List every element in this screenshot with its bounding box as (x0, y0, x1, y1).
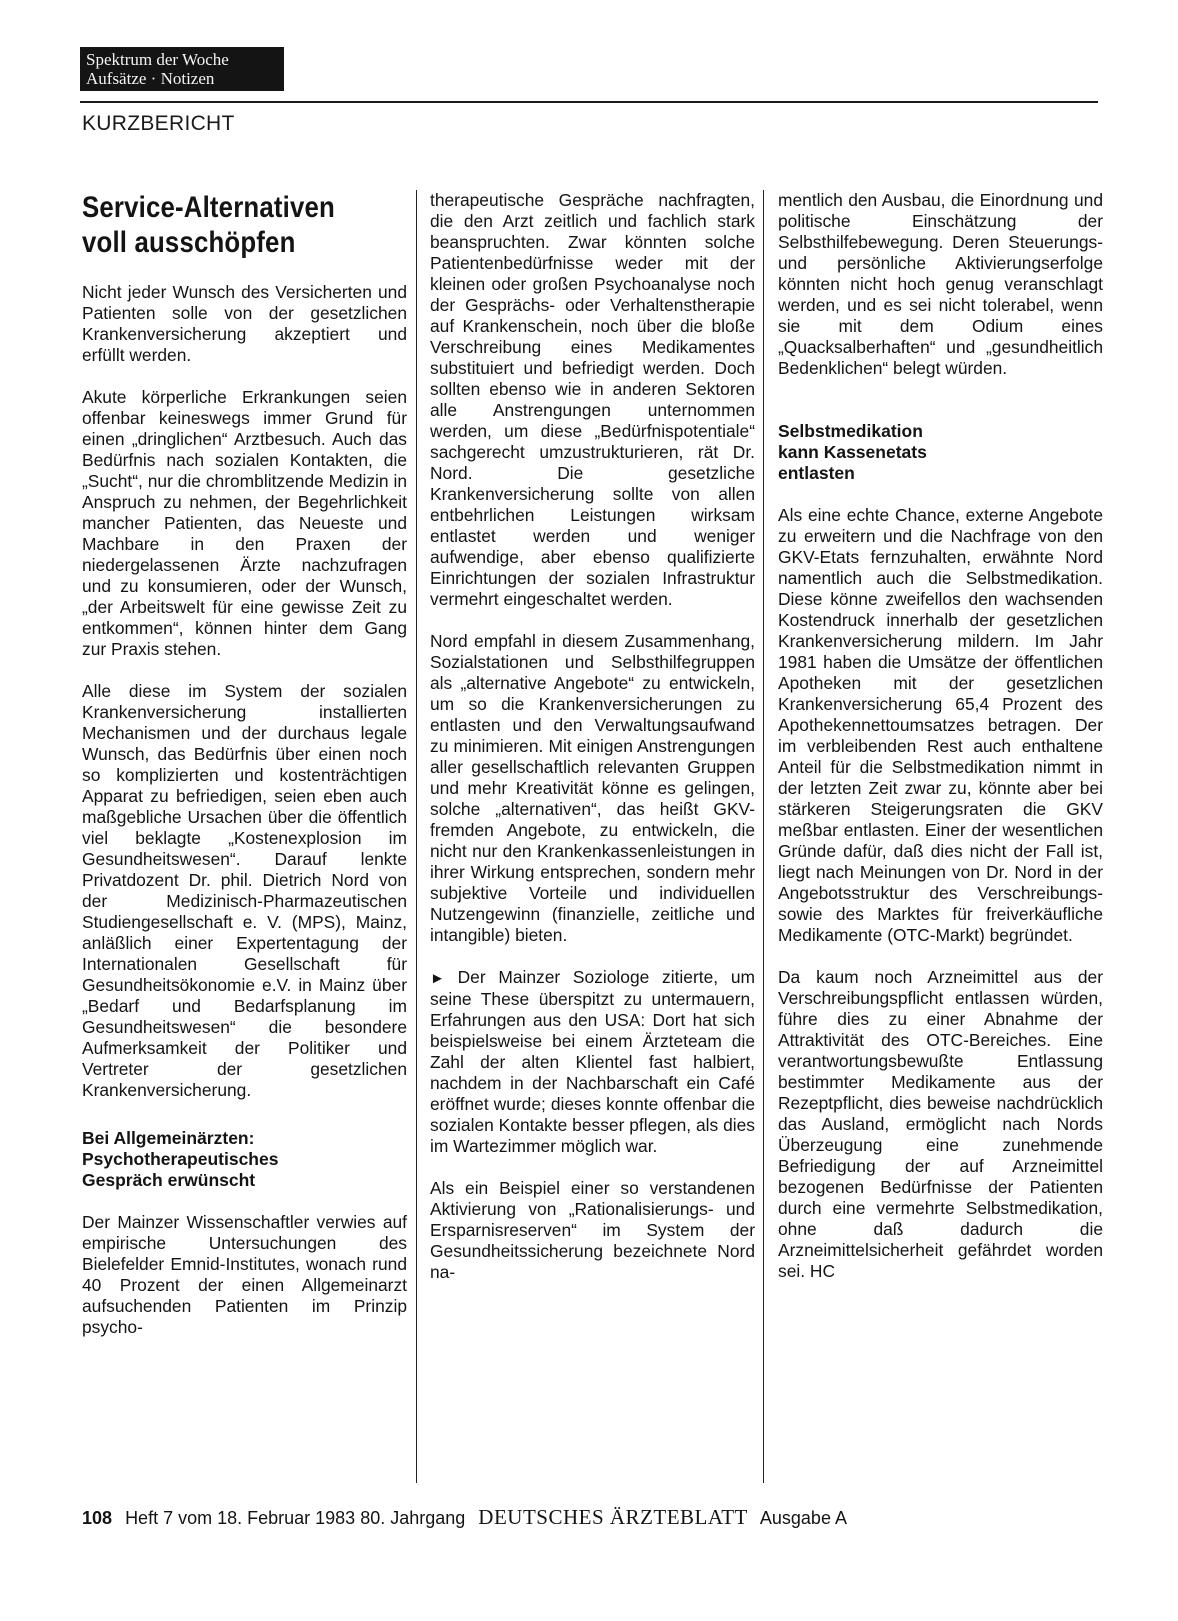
article-column-3 (778, 190, 1103, 1303)
headline-line-1: Service-Alternativen (82, 191, 335, 224)
subheading-line: entlasten (778, 463, 855, 483)
subheading-line: kann Kassenetats (778, 442, 927, 462)
masthead-line-2: Aufsätze · Notizen (86, 69, 215, 88)
paragraph: Nicht jeder Wunsch des Versicherten und Patienten solle von der gesetzlichen Krankenversicherung akzeptiert und erfüllt werden. (82, 282, 407, 365)
subheading-line: Gespräch erwünscht (82, 1170, 256, 1190)
column-divider-2 (763, 190, 764, 1483)
paragraph-text: Der Mainzer Soziologe zitierte, um seine These überspitzt zu untermauern, Erfahrungen aus den USA: Dort hat sich beispielsweise bei einem Ärzteteam die Zahl der alten Klientel fast halbiert, nachdem in der Nachbarschaft ein Café eröffnet wurde; dieses konnte offenbar die sozialen Kontakte besser pflegen, als dies im Wartezimmer möglich war. (430, 967, 755, 1156)
paragraph: Akute körperliche Erkrankungen seien offenbar keineswegs immer Grund für einen „dringlichen“ Arztbesuch. Auch das Bedürfnis nach sozialen Kontakten, die „Sucht“, nur die chromblitzende Medizin in Anspruch zu nehmen, der Begehrlichkeit mancher Patienten, das Neueste und Machbare in den Praxen der niedergelassenen Ärzte nachzufragen und zu konsumieren, oder der Wunsch, „der Arbeitswelt für eine gewisse Zeit zu entkommen“, können hinter dem Gang zur Praxis stehen. (82, 387, 407, 659)
paragraph: Da kaum noch Arzneimittel aus der Verschreibungspflicht entlassen würden, führe dies zu einer Abnahme der Attraktivität des OTC-Bereiches. Eine verantwortungsbewußte Entlassung bestimmter Medikamente aus der Rezeptpflicht, dies beweise nachdrücklich das Ausland, ermöglicht nach Nords Überzeugung eine zunehmende Befriedigung der auf Arzneimittel bezogenen Bedürfnisse der Patienten durch eine vermehrte Selbstmedikation, ohne daß dadurch die Arzneimittelsicherheit gefährdet worden sei. HC (778, 967, 1103, 1281)
article-headline (82, 190, 409, 260)
edition-label: Ausgabe A (759, 1508, 847, 1528)
page-number: 108 (82, 1508, 113, 1528)
paragraph: therapeutische Gespräche nachfragten, die den Arzt zeitlich und fachlich stark beanspruchten. Zwar könnten solche Patientenbedürfnisse weder mit der kleinen oder großen Psychoanalyse noch der Gesprächs- oder Verhaltenstherapie auf Krankenschein, noch über die bloße Verschreibung eines Medikamentes substituiert und befriedigt werden. Doch sollten ebenso wie in anderen Sektoren alle Anstrengungen unternommen werden, um diese „Bedürfnispotentiale“ sachgerecht umzustrukturieren, rät Dr. Nord. Die gesetzliche Krankenversicherung sollte von allen entbehrlichen Leistungen wirksam entlastet werden und weniger aufwendige, aber ebenso qualifizierte Einrichtungen der sozialen Infrastruktur vermehrt eingeschaltet werden. (430, 190, 755, 609)
masthead-line-1: Spektrum der Woche (86, 50, 229, 69)
header-rule (80, 101, 1098, 103)
section-masthead (80, 47, 284, 91)
paragraph: Als ein Beispiel einer so verstandenen Aktivierung von „Rationalisierungs- und Ersparnisreserven“ im System der Gesundheitssicherung bezeichnete Nord na- (430, 1178, 755, 1282)
article-column-2 (430, 190, 755, 1304)
kicker-label: KURZBERICHT (82, 112, 235, 135)
paragraph: Nord empfahl in diesem Zusammenhang, Sozialstationen und Selbsthilfegruppen als „alternative Angebote“ zu entwickeln, um so die Krankenversicherungen zu entlasten und den Verwaltungsaufwand zu minimieren. Mit einigen Anstrengungen aller gesellschaftlich relevanten Gruppen und mehr Kreativität könne es gelingen, solche „alternativen“, das heißt GKV-fremden Angebote, zu entwickeln, die nicht nur den Krankenkassenleistungen in ihrer Wirkung entsprechen, sondern mehr subjektive Vorteile und individuellen Nutzengewinn (finanzielle, zeitliche und intangible) bieten. (430, 631, 755, 945)
headline-line-2: voll ausschöpfen (82, 226, 296, 259)
paragraph: Als eine echte Chance, externe Angebote zu erweitern und die Nachfrage von den GKV-Etats fernzuhalten, erwähnte Nord namentlich auch die Selbstmedikation. Diese könne zweifellos den wachsenden Kostendruck innerhalb der gesetzlichen Krankenversicherung mildern. Im Jahr 1981 haben die Umsätze der öffentlichen Apotheken mit der gesetzlichen Krankenversicherung 65,4 Prozent des Apothekennettoumsatzes betragen. Der im verbleibenden Rest auch enthaltene Anteil für die Selbstmedikation nimmt in der letzten Zeit zwar zu, könnte aber bei stärkeren Steigerungsraten die GKV meßbar entlasten. Einer der wesentlichen Gründe dafür, daß dies nicht der Fall ist, liegt nach Meinungen von Dr. Nord in der Angebotsstruktur des Verschreibungs- sowie des Marktes für freiverkäufliche Medikamente (OTC-Markt) begründet. (778, 505, 1103, 945)
paragraph: Alle diese im System der sozialen Krankenversicherung installierten Mechanismen und der durchaus legale Wunsch, das Bedürfnis über einen noch so komplizierten und kostenträchtigen Apparat zu befriedigen, seien eben auch maßgebliche Ursachen über die öffentlich viel beklagte „Kostenexplosion im Gesundheitswesen“. Darauf lenkte Privatdozent Dr. phil. Dietrich Nord von der Medizinisch-Pharmazeutischen Studiengesellschaft e. V. (MPS), Mainz, anläßlich einer Expertentagung der Internationalen Gesellschaft für Gesundheitsökonomie e.V. in Mainz über „Bedarf und Bedarfsplanung im Gesundheitswesen“ die besondere Aufmerksamkeit der Politiker und Vertreter der gesetzlichen Krankenversicherung. (82, 681, 407, 1100)
triangle-marker-icon: ► (430, 970, 445, 987)
subheading (778, 421, 1103, 484)
issue-info: Heft 7 vom 18. Februar 1983 80. Jahrgang (125, 1508, 466, 1528)
journal-name: DEUTSCHES ÄRZTEBLATT (478, 1505, 748, 1529)
subheading-line: Bei Allgemeinärzten: (82, 1128, 255, 1148)
column-divider-1 (416, 190, 417, 1483)
article-column-1 (82, 190, 407, 1359)
paragraph-with-marker (430, 967, 755, 1157)
subheading-line: Psychotherapeutisches (82, 1149, 279, 1169)
paragraph: mentlich den Ausbau, die Einordnung und politische Einschätzung der Selbsthilfebewegung. Deren Steuerungs- und persönliche Aktivierungserfolge könnten nicht hoch genug veranschlagt werden, und es sei nicht tolerabel, wenn sie mit dem Odium eines „Quacksalberhaften“ und „gesundheitlich Bedenklichen“ belegt würden. (778, 190, 1103, 378)
paragraph: Der Mainzer Wissenschaftler verwies auf empirische Untersuchungen des Bielefelder Emnid-Institutes, wonach rund 40 Prozent der einen Allgemeinarzt aufsuchenden Patienten im Prinzip psycho- (82, 1212, 407, 1337)
page-footer (82, 1505, 847, 1530)
subheading-line: Selbstmedikation (778, 421, 923, 441)
subheading (82, 1128, 407, 1191)
